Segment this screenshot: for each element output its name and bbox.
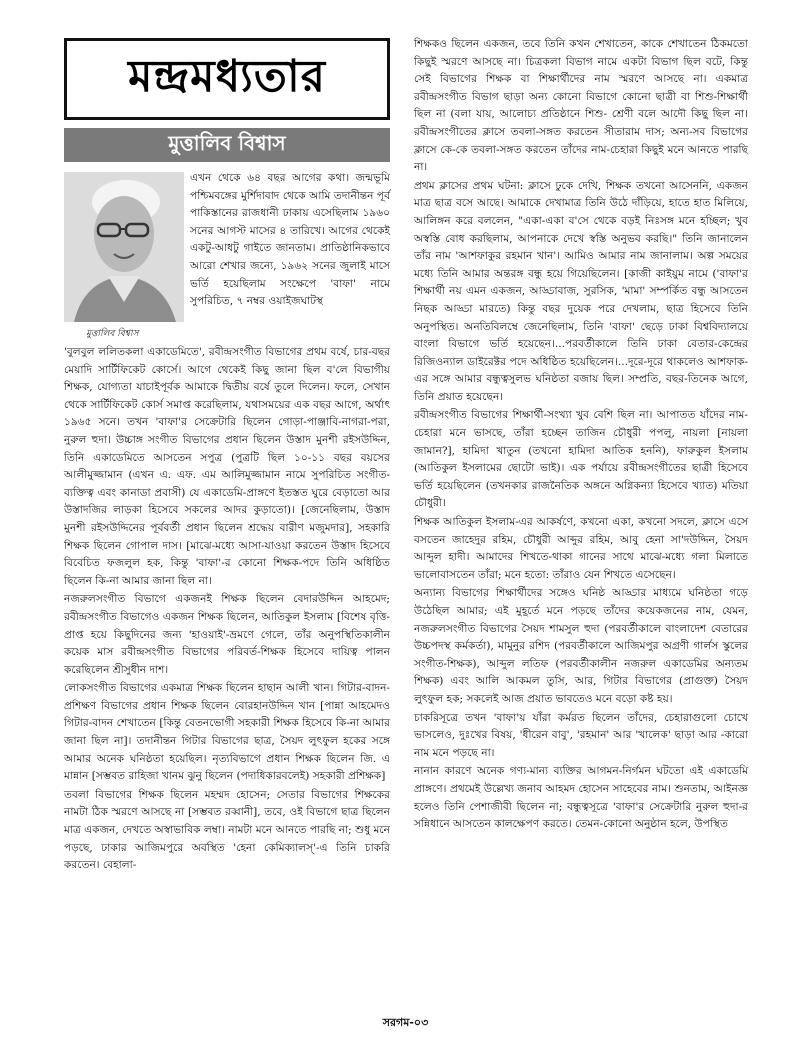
intro-column <box>190 170 390 312</box>
author-name: মুত্তালিব বিশ্বাস <box>168 130 286 155</box>
paragraph: লোকসংগীত বিভাগের একমাত্র শিক্ষক ছিলেন হাছান আলী খান। গিটার-বাদন-প্রশিক্ষণ বিভাগের প্রধান শিক্ষক ছিলেন বোরহানউদ্দিন খান [পান্না আহমেদও গিটার-বাদন শেখাতেন [কিন্তু বেতনভোগী সহকারী শিক্ষক হিসেবে কি-না আমার জানা ছিল না]। তদানীন্তন গিটার বিভাগের ছাত্র, সৈয়দ লুৎফুল হকের সঙ্গে আমার অনেক ঘনিষ্ঠতা হয়েছিল। নৃত্যবিভাগে প্রধান শিক্ষক ছিলেন জি. এ মান্নান [সম্ভবত রাহিজা খানম ঝুনু ছিলেন (পদাধিকারবলেই) সহকারী প্রশিক্ষক] <box>64 682 390 783</box>
paragraph: রবীন্দ্রসংগীত বিভাগের শিক্ষার্থী-সংখ্যা খুব বেশি ছিল না। আপাতত যাঁদের নাম-চেহারা মনে ভাসছে, তাঁরা হচ্ছেন তাজিন চৌধুরী পপলু, নায়লা [নায়লা জামান?], হামিদা খাতুন (তখনো হামিদা আতিক হননি), ফারুকুল ইসলাম (আতিকুল ইসলামের ছোটো ভাই)। এক পর্যায়ে রবীন্দ্রসংগীতের ছাত্রী হিসেবে ভর্তি হয়েছিলেন (তখনকার রাজনৈতিক অঙ্গনে অগ্নিকন্যা হিসেবে খ্যাত) মতিয়া চৌধুরী। <box>414 409 748 510</box>
paragraph: শিক্ষক আতিকুল ইসলাম-এর আকর্ষণে, কখনো একা, কখনো সদলে, ক্লাসে এসে বসতেন জাহেদুর রহিম, চৌধুরী আব্দুর রহিম, আবু হেনা সা'দউদ্দিন, সৈয়দ আব্দুল হাদী। আমাদের শিখতে-থাকা গানের সাথে মাঝে-মধ্যে গলা মিলাতে ভালোবাসতেন তাঁরা; মনে হতো: তাঁরাও যেন শিখতে এসেছেন। <box>414 516 748 581</box>
page-title: মন্দ্রমধ্যতার <box>128 50 326 102</box>
page-footer: সরগম-০৩ <box>382 1016 429 1029</box>
paragraph: চাকরিসূত্রে তখন 'বাফা'য় যাঁরা কর্মরত ছিলেন তাঁদের, চেহারাগুলো চোখে ভাসলেও, দুঃখের বিষয়, 'ধীরেন বাবু', 'রহমান' আর 'খালেক' ছাড়া আর -কারো নাম মনে পড়ছে না। <box>414 711 748 759</box>
paragraph: শিক্ষকও ছিলেন একজন, তবে তিনি কখন শেখাতেন, কাকে শেখাতেন ঠিকমতো কিছুই স্মরণে আসছে না। চিত্রকলা বিভাগ নামে একটা বিভাগ ছিল বটে, কিন্তু সেই বিভাগের শিক্ষক বা শিক্ষার্থীদের নাম স্মরণে আসছে না। একমাত্র রবীন্দ্রসংগীত বিভাগ ছাড়া অন্য কোনো বিভাগে কোনো ছাত্রী বা শিশু-শিক্ষার্থী ছিল না (বলা যায়, আলোচ্য প্রতিষ্ঠানে শিশু- শ্রেণী বলে আদৌ কিছু ছিল না। রবীন্দ্রসংগীতের ক্লাসে তবলা-সঙ্গত করতেন সীতারাম দাস; অন্য-সব বিভাগের ক্লাসে কে-কে তবলা-সঙ্গত করতেন তাঁদের নাম-চেহারা কিছুই মনে আনতে পারছি না। <box>414 38 748 174</box>
photo-caption: মুত্তালিব বিশ্বাস <box>86 329 139 339</box>
right-column <box>414 36 748 835</box>
paragraph: প্রথম ক্লাসের প্রথম ঘটনা: ক্লাসে ঢুকে দেখি, শিক্ষক তখনো আসেননি, একজন মাত্র ছাত্র বসে আছে। আমাকে দেখামাত্র তিনি উঠে দাঁড়িয়ে, হাতে হাত মিলিয়ে, আলিঙ্গন করে বললেন, "একা-একা ব'সে থেকে বড়ই নিঃসঙ্গ মনে হচ্ছিল; খুব অস্বস্তি বোধ করছিলাম, আপনাকে দেখে স্বস্তি অনুভব করছি।" তিনি জানালেন তাঁর নাম 'আশফাকুর রহমান খান'। আমিও আমার নাম জানালাম। অল্প সময়ের মধ্যে তিনি আমার অন্তরঙ্গ বন্ধু হয়ে গিয়েছিলেন। [কাজী কাইয়ুম নামে ('বাফা'র শিক্ষার্থী নয় এমন একজন, আড্ডাবাজ, সুরসিক, 'মামা' সম্পর্কিত বন্ধু আসতেন নিছক আড্ডা মারতে) কিন্তু বছর দুয়েক পরে দেখলাম, ছাত্র হিসেবে তিনি অনুপস্থিত। অনতিবিলম্বে জেনেছিলাম, তিনি 'বাফা' ছেড়ে ঢাকা বিশ্ববিদ্যালয়ে বাংলা বিভাগে ভর্তি হয়েছেন।...পরবর্তীকালে তিনি ঢাকা বেতার-কেন্দ্রের রিজিওন্যাল ডাইরেক্টর পদে অধিষ্ঠিত হয়েছিলেন।...দূরে-দূরে থাকলেও আশফাক-এর সঙ্গে আমার বন্ধুত্বসুলভ ঘনিষ্ঠতা বজায় ছিল। সম্প্রতি, বছর-তিনেক আগে, তিনি প্রয়াত হয়েছেন। <box>414 179 748 403</box>
paragraph: অন্যান্য বিভাগের শিক্ষার্থীদের সঙ্গেও ঘনিষ্ঠ আড্ডার মাধ্যমে ঘনিষ্ঠতা গড়ে উঠেছিল আমার; এই মুহূর্তে মনে পড়ছে তাঁদের কয়েকজনের নাম, যেমন, নজরুলসংগীত বিভাগের সৈয়দ শামসুল হুদা (পরবর্তীকালে বাংলাদেশ বেতারের উচ্চপদস্থ কর্মকর্তা), মামুনুর রশিদ (পরবর্তীকালে আজিমপুর অগ্রণী গার্লস স্কুলের সংগীত-শিক্ষক), আব্দুল লতিফ (পরবর্তীকালীন নজরুল একাডেমির অন্যতম শিক্ষক) এবং আলি আকমল তুসি, আর, গিটার বিভাগের (প্রাগুক্ত) সৈয়দ লুৎফুল হক; সকলেই আজ প্রয়াত ভাবতেও মনে বড়ো কষ্ট হয়। <box>414 587 748 705</box>
paragraph: নজরুলসংগীত বিভাগে একজনই শিক্ষক ছিলেন বেদারউদ্দিন আহমেদ; রবীন্দ্রসংগীত বিভাগেও একজন শিক্ষক ছিলেন, আতিকুল ইসলাম [বিশেষ বৃত্তি-প্রাপ্ত হয়ে কিছুদিনের জন্য 'হাওয়াই'-ভ্রমণে গেলে, তাঁর অনুপস্থিতিকালীন কয়েক মাস রবীন্দ্রসংগীত বিভাগের পরিবর্ত-শিক্ষক হিসেবে দায়িত্ব পালন করেছিলেন শ্রীসুধীন দাশ। <box>64 593 390 676</box>
left-column <box>64 344 390 876</box>
paragraph: 'বুলবুল ললিতকলা একাডেমিতে', রবীন্দ্রসংগীত বিভাগের প্রথম বর্ষে, চার-বছর মেয়াদি সার্টিফিকেট কোর্সে। আগে থেকেই কিছু জানা ছিল ব'লে বিভাগীয় শিক্ষক, যোগ্যতা যাচাইপূর্বক আমাকে দ্বিতীয় বর্ষে তুলে দিলেন। ফলে, সেখান থেকে সার্টিফিকেট কোর্স সমাপ্ত করেছিলাম, যথাসময়ের এক বছর আগে, অর্থাৎ ১৯৬৫ সনে। তখন 'বাফা'র সেক্রেটারি ছিলেন গোড়া-পাঞ্জাবি-নাগরা-পরা, নুরুল হুদা। উচ্চাঙ্গ সংগীত বিভাগের প্রধান ছিলেন উস্তাদ মুনশী রইসউদ্দিন, তিনি একাডেমিতে আসতেন সপুত্র (পুত্রটি ছিল ১০-১১ বছর বয়সের আলীমুজ্জামান (এখন এ. এফ. এম আলিমুজ্জামান নামে সুপরিচিত সংগীত-ব্যক্তিত্ব এবং কানাডা প্রবাসী) যে একাডেমি-প্রাঙ্গণে ইতস্তত ঘুরে বেড়াতো আর উস্তাদজির লাড়কা হিসেবে সকলের আদর কুড়াতো)। [জেনেছিলাম, উস্তাদ মুনশী রইসউদ্দিনের পূর্ববর্তী প্রধান ছিলেন শ্রদ্ধেয় বারীণ মজুমদার], সহকারি শিক্ষক ছিলেন গোপাল দাস। [মাঝে-মধ্যে আসা-যাওয়া করতেন উস্তাদ হিসেবে বিবেচিত ফজলুল হক, কিন্তু 'বাফা'-র কোনো শিক্ষক-পদে তিনি অধিষ্ঠিত ছিলেন কি-না আমার জানা ছিল না। <box>64 346 390 587</box>
title-box <box>64 38 390 120</box>
portrait-image <box>64 172 184 322</box>
author-photo <box>64 172 184 322</box>
author-band <box>64 128 390 162</box>
paragraph: এখন থেকে ৬৪ বছর আগের কথা। জন্মভূমি পশ্চিমবঙ্গের মুর্শিদাবাদ থেকে আমি তদানীন্তন পূর্ব পাকিস্তানের রাজধানী ঢাকায় এসেছিলাম ১৯৬০ সনের আগস্ট মাসের ৪ তারিখে। আগের থেকেই একটু-আধটু গাইতে জানতাম। প্রাতিষ্ঠানিকভাবে আরো শেখার জন্যে, ১৯৬২ সনের জুলাই মাসে ভর্তি হয়েছিলাম সংক্ষেপে 'বাফা' নামে সুপরিচিত, ৭ নম্বর ওয়াইজঘাটস্থ <box>190 172 390 308</box>
paragraph: নানান কারণে অনেক গণ্য-মান্য ব্যক্তির আগমন-নির্গমন ঘটতো এই একাডেমি প্রাঙ্গণে। প্রথমেই উল্লেখ্য জনাব আহমদ হোসেন সাহেবের নাম। শুনতাম, আইনজ্ঞ হলেও তিনি পেশাজীবী ছিলেন না; বন্ধুত্বসূত্রে 'বাফা'র সেক্রেটারি নুরুল হুদা-র সন্নিধানে আসতেন কালক্ষেপণ করতে। তেমন-কোনো অনুষ্ঠান হলে, উপস্থিত <box>414 765 749 831</box>
paragraph: তবলা বিভাগের শিক্ষক ছিলেন মহম্মদ হোসেন; সেতার বিভাগের শিক্ষকের নামটা ঠিক স্মরণে আসছে না [সম্ভবত রব্বানী], তবে, ওই বিভাগে ছাত্র ছিলেন মাত্র একজন, দেখতে অস্বাভাবিক লম্বা। নামটা মনে আনতে পারছি না; শুধু মনে পড়ছে, ঢাকার আজিমপুরে অবস্থিত 'হেনা কেমিক্যালস্'-এ তিনি চাকরি করতেন। বেহালা- <box>64 788 390 872</box>
